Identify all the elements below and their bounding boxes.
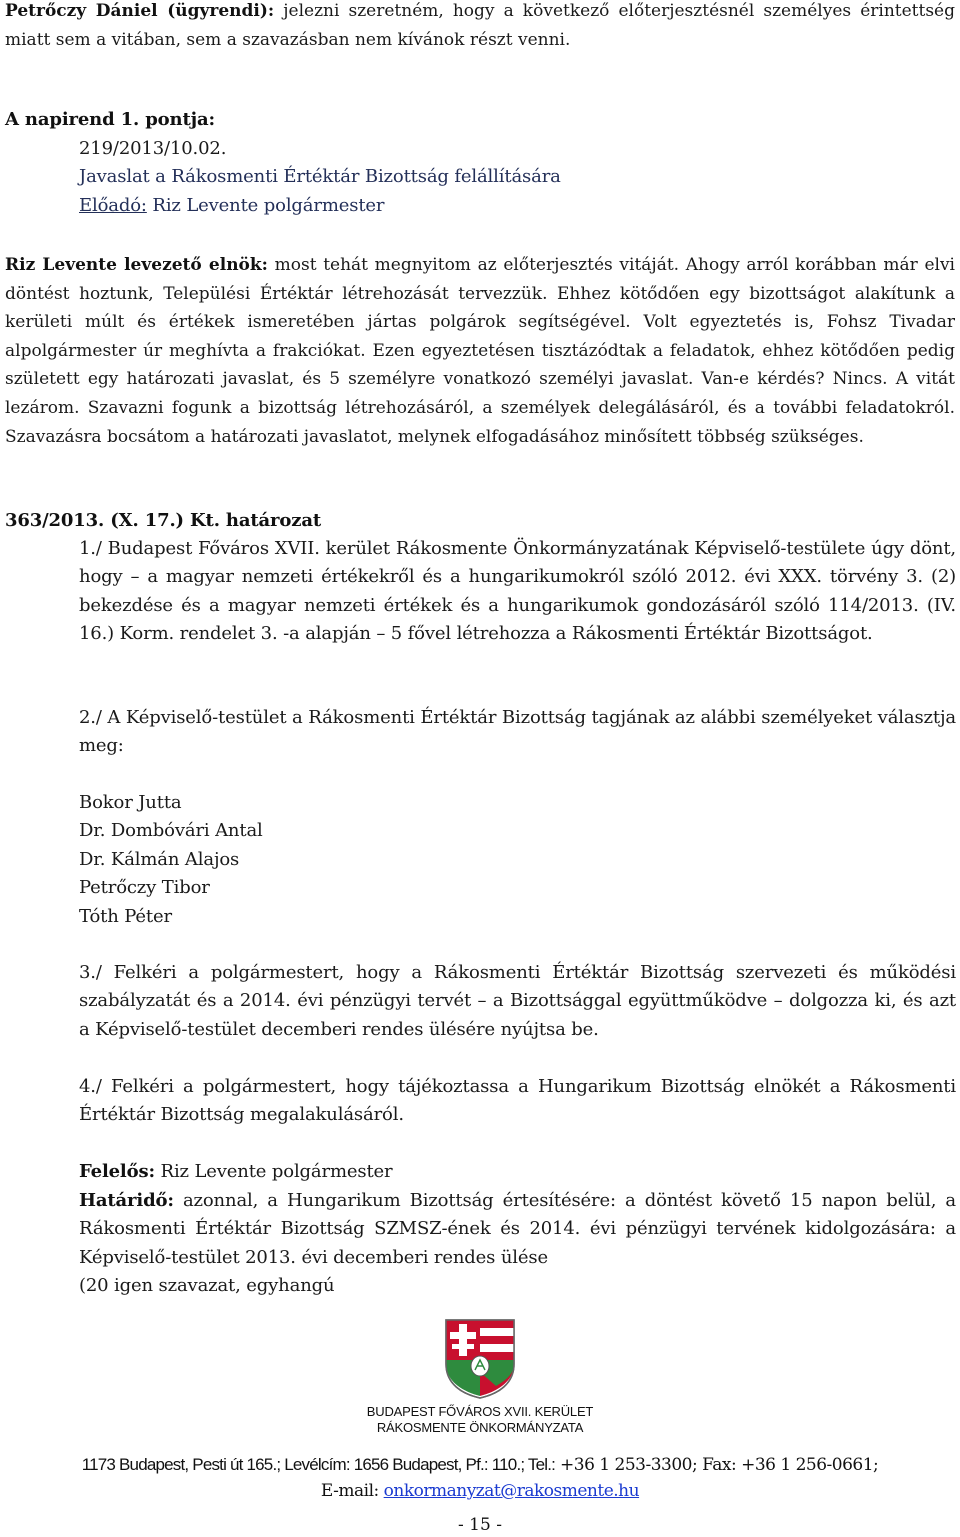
agenda-number: 219/2013/10.02. — [79, 138, 227, 159]
member-list — [79, 789, 679, 931]
agenda-block — [79, 135, 949, 220]
discussion-paragraph — [5, 251, 955, 451]
resolution-point-4: 4./ Felkéri a polgármestert, hogy tájékoztassa a Hungarikum Bizottság elnökét a Rákosmenti Értéktár Bizottság megalakulásáról. — [79, 1076, 956, 1126]
page-number: - 15 - — [458, 1515, 502, 1535]
member-name: Bokor Jutta — [79, 792, 182, 813]
resolution-title: 363/2013. (X. 17.) Kt. határozat — [5, 510, 322, 531]
intro-statement — [5, 0, 955, 54]
member-name: Dr. Dombóvári Antal — [79, 820, 263, 842]
coat-of-arms-icon — [444, 1318, 516, 1400]
member-name: Petrőczy Tibor — [79, 877, 210, 899]
footer-org-line-1: BUDAPEST FŐVÁROS XVII. KERÜLET — [366, 1404, 594, 1419]
responsible-label: Felelős: — [79, 1161, 155, 1182]
footer-email-label: E-mail: — [320, 1481, 384, 1501]
footer-address-part-2: +36 1 253-3300; Fax: +36 1 256-0661; — [555, 1455, 879, 1475]
footer-email-link[interactable]: onkormanyzat@rakosmente.hu — [383, 1481, 640, 1501]
member-name: Dr. Kálmán Alajos — [79, 848, 240, 870]
footer-address-part-1: 1173 Budapest, Pesti út 165.; Levélcím: 1656 Budapest, Pf.: 110.; Tel.: — [81, 1455, 556, 1474]
intro-speaker: Petrőczy Dániel (ügyrendi): — [5, 1, 275, 21]
deadline-label: Határidő: — [79, 1190, 174, 1211]
presenter-label: Előadó: — [79, 194, 147, 216]
agenda-presenter — [79, 192, 949, 220]
resolution-point-1: 1./ Budapest Főváros XVII. kerület Rákosmente Önkormányzatának Képviselő-testülete úgy dönt, hogy – a magyar nemzeti értékekről és a hungarikumokról szóló 2012. évi XXX. törvény 3. (2) bekezdése és a magyar nemzeti értékek és a hungarikumok gondozásáról szóló 114/2013. (IV. 16.) Korm. rendelet 3. -a alapján – 5 fővel létrehozza a Rákosmenti Értéktár Bizottságot. — [79, 538, 956, 645]
discussion-speaker: Riz Levente levezető elnök: — [5, 255, 268, 275]
discussion-text: most tehát megnyitom az előterjesztés vitáját. Ahogy arról korábban már elvi döntést hoztunk, Települési Értéktár létrehozását tervezzük. Ehhez kötődően egy bizottságot alakítunk a kerületi múlt és értékek ismeretében jártas polgárok segítségével. Volt egyeztetés is, Fohsz Tivadar alpolgármester úr meghívta a frakciókat. Ezen egyeztetésen tisztázódtak a feladatok, ehhez kötődően pedig született egy határozati javaslat, és 5 személyre vonatkozó személyi javaslat. Van-e kérdés? Nincs. A vitát lezárom. Szavazni fogunk a bizottság létrehozásáról, a személyek delegálásáról, és a további feladatokról. Szavazásra bocsátom a határozati javaslatot, melynek elfogadásához minősített többség szükséges. — [5, 255, 955, 447]
footer-email-line — [0, 1481, 960, 1501]
agenda-title: Javaslat a Rákosmenti Értéktár Bizottság felállítására — [79, 166, 561, 188]
resolution-point-3: 3./ Felkéri a polgármestert, hogy a Rákosmenti Értéktár Bizottság szervezeti és működési szabályzatát és a 2014. évi pénzügyi tervét – a Bizottsággal együttműködve – dolgozza ki, és azt a Képviselő-testület decemberi rendes ülésére nyújtsa be. — [79, 962, 956, 1040]
vote-result: (20 igen szavazat, egyhangú — [79, 1275, 335, 1296]
footer-org-line-2: RÁKOSMENTE ÖNKORMÁNYZATA — [376, 1420, 584, 1435]
responsible-line — [79, 1158, 956, 1186]
member-name: Tóth Péter — [79, 905, 172, 927]
resolution-point-2: 2./ A Képviselő-testület a Rákosmenti Értéktár Bizottság tagjának az alábbi személyeket választja meg: — [79, 707, 956, 757]
deadline-value: azonnal, a Hungarikum Bizottság értesítésére: a döntést követő 15 napon belül, a Rákosmenti Értéktár Bizottság SZMSZ-ének és 2014. évi pénzügyi tervének kidolgozására: a Képviselő-testület 2013. évi decemberi rendes ülése — [79, 1190, 956, 1268]
footer-address — [0, 1455, 960, 1475]
deadline-paragraph — [79, 1187, 956, 1272]
agenda-heading: A napirend 1. pontja: — [5, 109, 216, 130]
intro-text: jelezni szeretném, hogy a következő előterjesztésnél személyes érintettség miatt sem a vitában, sem a szavazásban nem kívánok részt venni. — [5, 1, 955, 50]
responsible-value: Riz Levente polgármester — [154, 1161, 393, 1182]
presenter-name: Riz Levente polgármester — [146, 194, 385, 216]
